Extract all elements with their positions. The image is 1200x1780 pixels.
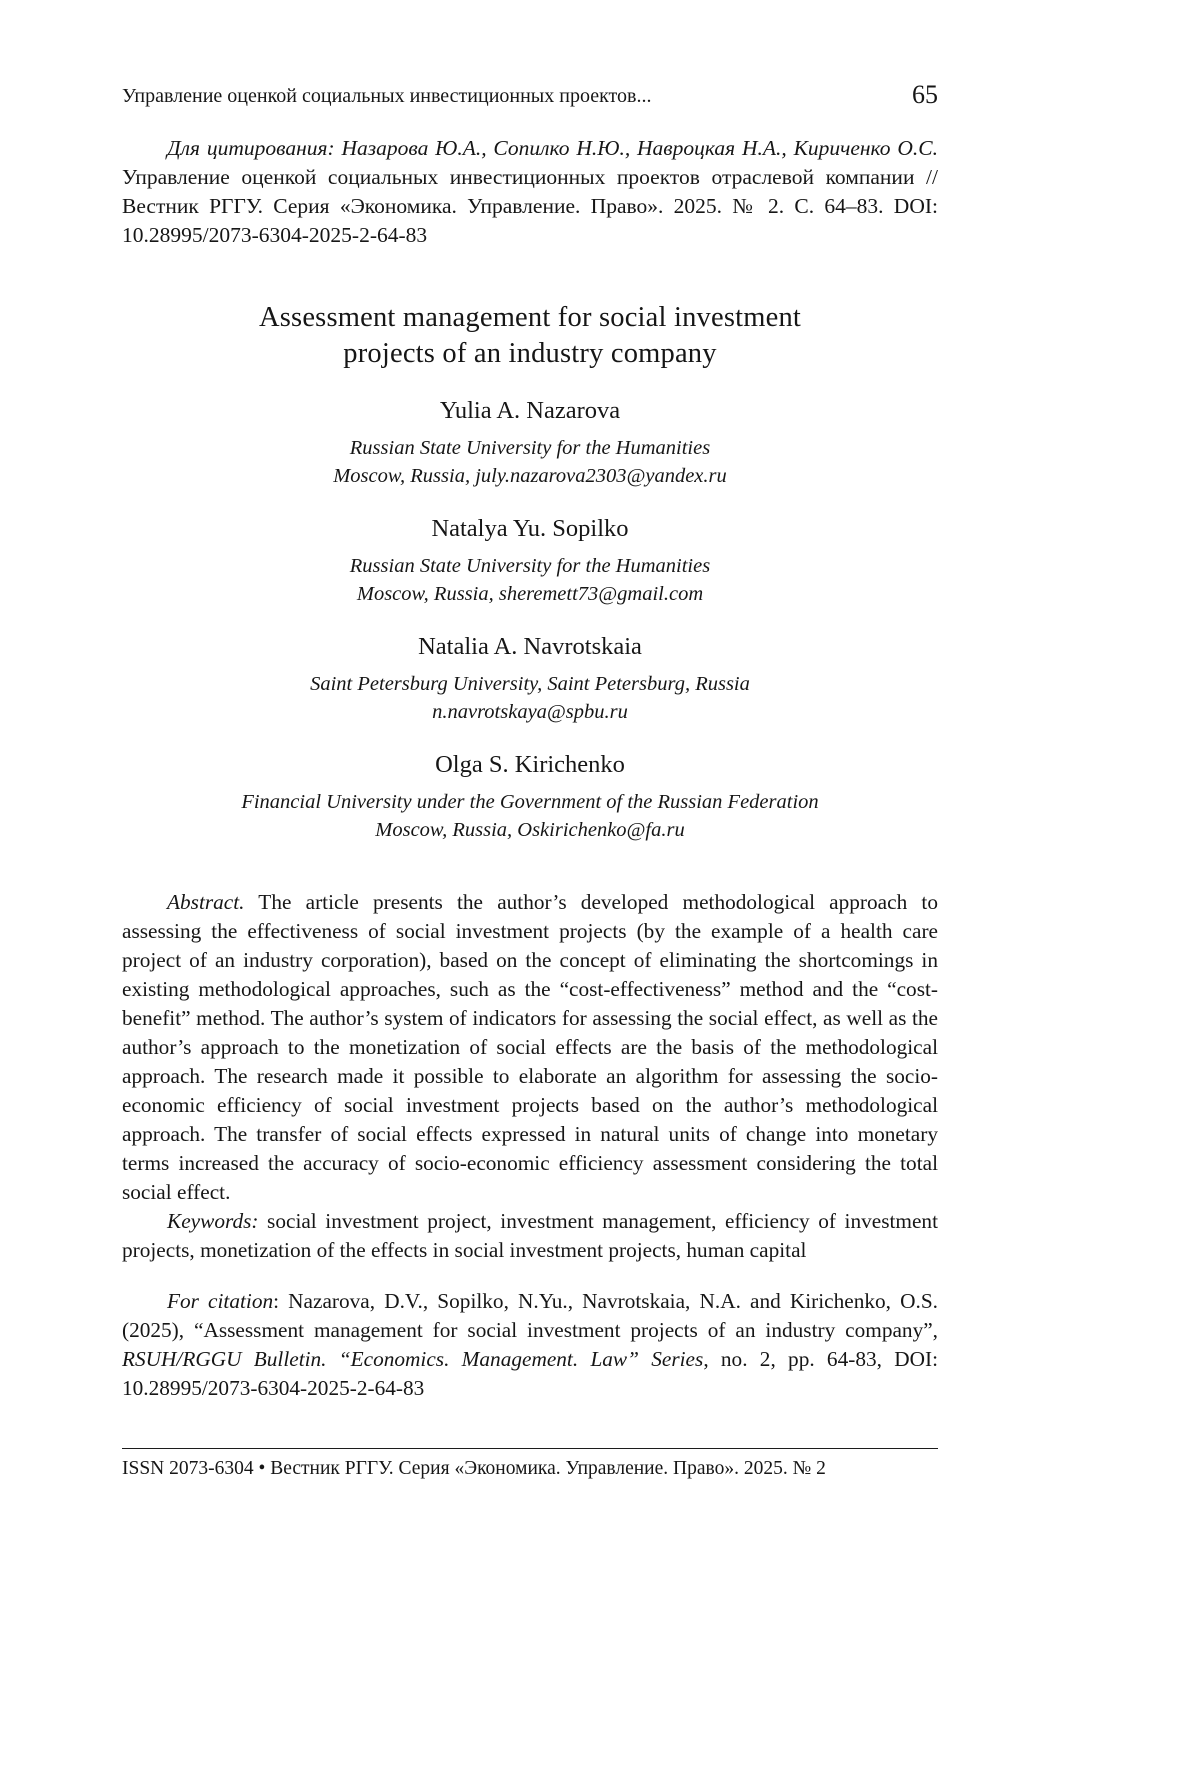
- abstract-paragraph: [122, 888, 938, 1206]
- citation-ru-paragraph: [122, 134, 938, 250]
- footer-text: ISSN 2073-6304 • Вестник РГГУ. Серия «Экономика. Управление. Право». 2025. № 2: [122, 1458, 826, 1479]
- page-content: [122, 0, 938, 1403]
- citation-en-text-2: , no. 2, pp. 64-83, DOI: 10.28995/2073-6304-2025-2-64-83: [122, 1346, 938, 1400]
- page-number: 65: [912, 80, 938, 109]
- affiliation-contact: Moscow, Russia, Oskirichenko@fa.ru: [375, 818, 685, 841]
- citation-en-label: For citation: [167, 1288, 274, 1313]
- author-block: [122, 396, 938, 490]
- author-affiliation: [122, 553, 938, 608]
- author-block: [122, 632, 938, 726]
- article-title: [122, 300, 938, 372]
- citation-en-text-1: : Nazarova, D.V., Sopilko, N.Yu., Navrotskaia, N.A. and Kirichenko, O.S. (2025), “Assessment management for social investment projects of an industry company”,: [122, 1288, 938, 1342]
- citation-ru-authors: Для цитирования: Назарова Ю.А., Сопилко Н.Ю., Навроцкая Н.А., Кириченко О.С.: [167, 136, 938, 160]
- author-name: Natalia A. Navrotskaia: [418, 633, 642, 661]
- affiliation-contact: n.navrotskaya@spbu.ru: [432, 700, 628, 723]
- article-title-line1: Assessment management for social investment: [258, 302, 802, 334]
- citation-ru-text: Управление оценкой социальных инвестиционных проектов отраслевой компании // Вестник РГГУ. Серия «Экономика. Управление. Право». 2025. № 2. С. 64–83. DOI: 10.28995/2073-6304-2025-2-64-83: [122, 165, 938, 248]
- author-name: Yulia A. Nazarova: [439, 397, 621, 425]
- author-name: Olga S. Kirichenko: [435, 751, 625, 779]
- affiliation-contact: Moscow, Russia, sheremett73@gmail.com: [356, 582, 704, 605]
- author-block: [122, 750, 938, 844]
- abstract-text: The article presents the author’s developed methodological approach to assessing the effectiveness of social investment projects (by the example of a health care project of an industry corporation), based on the concept of eliminating the shortcomings in existing methodological approaches, such as the “cost-effectiveness” method and the “cost-benefit” method. The author’s system of indicators for assessing the social effect, as well as the author’s approach to the monetization of social effects are the basis of the methodological approach. The research made it possible to elaborate an algorithm for assessing the socio-economic efficiency of social investment projects based on the author’s methodological approach. The transfer of social effects expressed in natural units of change into monetary terms increased the accuracy of socio-economic efficiency assessment considering the total social effect.: [122, 890, 938, 1204]
- article-title-line2: projects of an industry company: [343, 338, 717, 370]
- affiliation-line: Financial University under the Government of the Russian Federation: [241, 790, 819, 813]
- page-footer: [122, 1448, 938, 1480]
- affiliation-line: Saint Petersburg University, Saint Petersburg, Russia: [310, 673, 750, 695]
- author-name: Natalya Yu. Sopilko: [431, 515, 629, 543]
- running-head-title: Управление оценкой социальных инвестиционных проектов...: [122, 85, 652, 107]
- author-affiliation: [122, 789, 938, 844]
- affiliation-line: Russian State University for the Humanities: [349, 437, 711, 460]
- keywords-text: social investment project, investment management, efficiency of investment projects, monetization of the effects in social investment projects, human capital: [122, 1208, 938, 1262]
- abstract-label: Abstract.: [167, 890, 245, 915]
- running-head: [122, 0, 938, 108]
- affiliation-contact: Moscow, Russia, july.nazarova2303@yandex.ru: [333, 464, 727, 487]
- author-affiliation: [122, 671, 938, 726]
- affiliation-line: Russian State University for the Humanities: [349, 555, 711, 578]
- keywords-paragraph: [122, 1207, 938, 1265]
- citation-en-paragraph: [122, 1287, 938, 1403]
- author-affiliation: [122, 435, 938, 490]
- author-block: [122, 514, 938, 608]
- keywords-label: Keywords:: [167, 1208, 259, 1233]
- citation-en-source: RSUH/RGGU Bulletin. “Economics. Management. Law” Series: [122, 1346, 704, 1371]
